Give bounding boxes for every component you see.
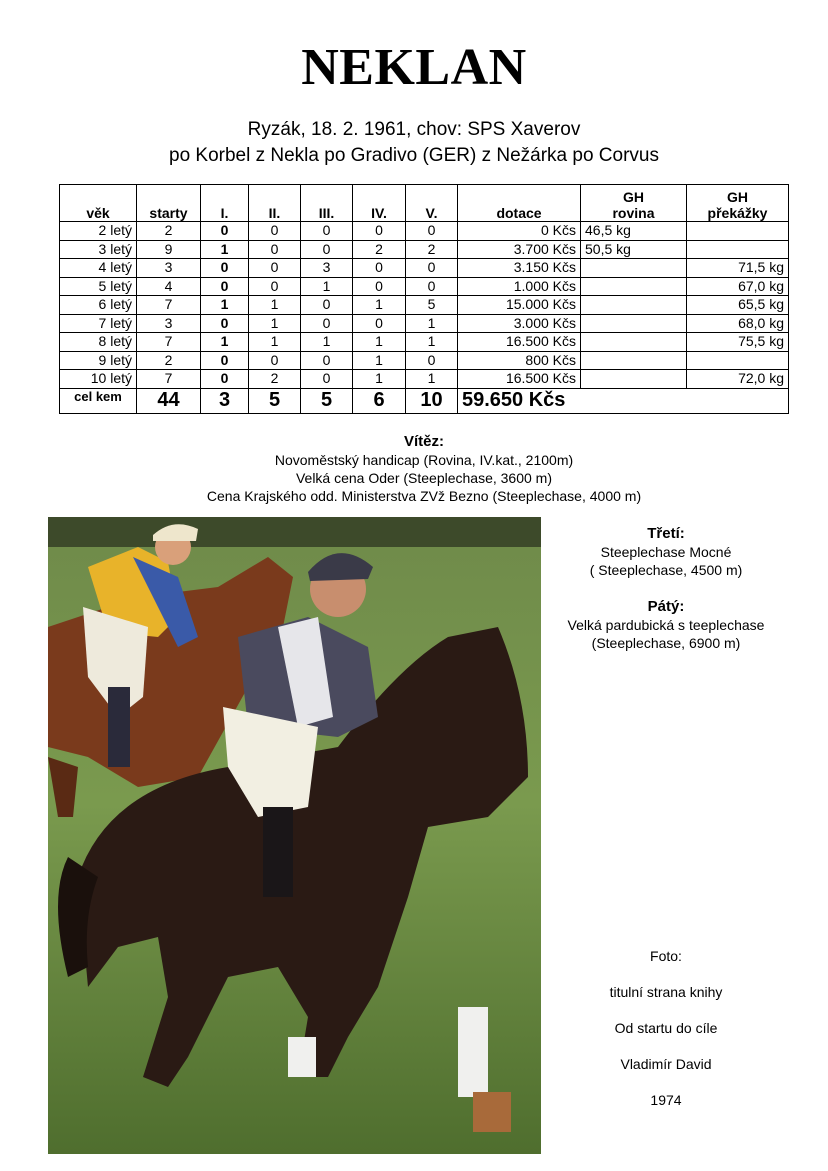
table-cell: 3 [137, 259, 201, 278]
table-cell: 0 [201, 277, 249, 296]
winner-section [0, 433, 828, 505]
credit-line: 1974 [650, 1092, 682, 1108]
table-cell [581, 351, 687, 370]
winner-item: Velká cena Oder (Steeplechase, 3600 m) [295, 470, 553, 486]
table-cell: 67,0 kg [687, 277, 789, 296]
table-cell: 0 [249, 351, 301, 370]
table-cell: 0 [301, 314, 353, 333]
table-cell: 0 [353, 314, 406, 333]
table-row [60, 333, 789, 352]
table-cell: 4 letý [60, 259, 137, 278]
table-cell: 1 [353, 296, 406, 315]
winner-heading: Vítěz: [403, 433, 444, 450]
col-header-line: rovina [612, 205, 655, 221]
table-row [60, 314, 789, 333]
table-cell: 2 [249, 370, 301, 389]
fifth-line: Velká pardubická s teeplechase [567, 617, 765, 633]
total-cell: 44 [137, 388, 201, 413]
table-cell: 1.000 Kčs [458, 277, 581, 296]
table-cell: 0 [301, 296, 353, 315]
table-row [60, 259, 789, 278]
table-cell: 5 letý [60, 277, 137, 296]
winner-item: Novoměstský handicap (Rovina, IV.kat., 2100m) [274, 452, 574, 468]
winner-item: Cena Krajského odd. Ministerstva ZVž Bezno (Steeplechase, 4000 m) [206, 488, 642, 504]
table-cell [581, 277, 687, 296]
table-cell: 1 [353, 370, 406, 389]
table-cell: 1 [249, 314, 301, 333]
table-header-row [60, 185, 789, 222]
table-cell [687, 351, 789, 370]
horse-race-photo [48, 517, 541, 1154]
table-row [60, 296, 789, 315]
credit-line: Od startu do cíle [614, 1020, 718, 1036]
fifth-line: (Steeplechase, 6900 m) [591, 635, 741, 651]
col-header [687, 185, 789, 222]
table-cell [687, 240, 789, 259]
table-cell [581, 296, 687, 315]
table-cell: 1 [201, 333, 249, 352]
total-cell: 59.650 Kčs [458, 388, 789, 413]
photo-credit [548, 938, 784, 1118]
table-cell: 0 [353, 222, 406, 241]
table-cell: 6 letý [60, 296, 137, 315]
third-line: Steeplechase Mocné [600, 544, 732, 560]
table-cell: 4 [137, 277, 201, 296]
table-cell: 16.500 Kčs [458, 333, 581, 352]
table-cell: 75,5 kg [687, 333, 789, 352]
col-header [581, 185, 687, 222]
table-cell: 0 [249, 222, 301, 241]
table-cell: 1 [301, 277, 353, 296]
table-cell: 9 [137, 240, 201, 259]
table-cell: 1 [249, 296, 301, 315]
total-cell: 10 [406, 388, 458, 413]
col-header-line: překážky [707, 205, 768, 221]
table-cell: 46,5 kg [581, 222, 687, 241]
table-cell: 68,0 kg [687, 314, 789, 333]
table-cell: 3 letý [60, 240, 137, 259]
col-header: starty [137, 185, 201, 222]
table-cell: 3.150 Kčs [458, 259, 581, 278]
third-heading: Třetí: [647, 525, 685, 542]
table-cell: 2 [406, 240, 458, 259]
credit-line: Foto: [650, 948, 682, 964]
table-cell: 2 [353, 240, 406, 259]
page-title: NEKLAN [301, 39, 527, 96]
table-cell [581, 333, 687, 352]
total-cell: 5 [301, 388, 353, 413]
third-line: ( Steeplechase, 4500 m) [589, 562, 743, 578]
table-cell: 1 [406, 370, 458, 389]
table-cell: 0 [301, 370, 353, 389]
table-cell: 0 [201, 314, 249, 333]
table-cell: 7 letý [60, 314, 137, 333]
table-cell: 71,5 kg [687, 259, 789, 278]
table-row [60, 240, 789, 259]
table-cell: 0 Kčs [458, 222, 581, 241]
table-cell: 0 [249, 240, 301, 259]
table-cell: 1 [406, 314, 458, 333]
col-header: II. [249, 185, 301, 222]
table-cell: 0 [353, 259, 406, 278]
table-cell: 3 [301, 259, 353, 278]
table-cell: 0 [301, 240, 353, 259]
table-cell: 1 [201, 240, 249, 259]
horse-race-illustration [48, 517, 541, 1154]
credit-line: Vladimír David [620, 1056, 712, 1072]
table-cell: 16.500 Kčs [458, 370, 581, 389]
total-cell: 6 [353, 388, 406, 413]
col-header-line: GH [623, 189, 644, 205]
col-header: III. [301, 185, 353, 222]
table-cell: 50,5 kg [581, 240, 687, 259]
table-cell: 0 [406, 277, 458, 296]
table-cell: 2 letý [60, 222, 137, 241]
table-cell [581, 314, 687, 333]
table-row [60, 351, 789, 370]
table-cell: 0 [201, 370, 249, 389]
fifth-place-section [548, 598, 784, 652]
table-cell: 1 [249, 333, 301, 352]
col-header: I. [201, 185, 249, 222]
table-cell: 5 [406, 296, 458, 315]
table-cell: 1 [201, 296, 249, 315]
credit-line: titulní strana knihy [609, 984, 723, 1000]
table-cell: 8 letý [60, 333, 137, 352]
table-cell: 3.000 Kčs [458, 314, 581, 333]
table-cell: 3 [137, 314, 201, 333]
total-cell: cel kem [60, 388, 137, 413]
table-cell: 10 letý [60, 370, 137, 389]
table-cell: 9 letý [60, 351, 137, 370]
table-total-row [60, 388, 789, 413]
race-stats-table [59, 184, 789, 414]
table-cell: 0 [301, 351, 353, 370]
table-cell: 0 [201, 259, 249, 278]
table-cell: 1 [353, 333, 406, 352]
table-cell: 7 [137, 370, 201, 389]
table-cell: 0 [406, 351, 458, 370]
table-cell: 7 [137, 296, 201, 315]
table-cell: 1 [353, 351, 406, 370]
table-cell: 0 [406, 222, 458, 241]
table-row [60, 222, 789, 241]
col-header: V. [406, 185, 458, 222]
table-cell: 0 [201, 222, 249, 241]
third-place-section [548, 525, 784, 579]
table-cell: 0 [406, 259, 458, 278]
col-header-line: GH [727, 189, 748, 205]
table-cell: 1 [406, 333, 458, 352]
table-cell: 2 [137, 222, 201, 241]
table-cell: 3.700 Kčs [458, 240, 581, 259]
table-cell: 0 [249, 259, 301, 278]
total-cell: 5 [249, 388, 301, 413]
fifth-heading: Pátý: [647, 598, 685, 615]
table-cell: 800 Kčs [458, 351, 581, 370]
col-header: věk [60, 185, 137, 222]
horse-info: Ryzák, 18. 2. 1961, chov: SPS Xaverov [247, 119, 581, 140]
table-cell: 0 [201, 351, 249, 370]
table-cell: 7 [137, 333, 201, 352]
table-row [60, 277, 789, 296]
col-header: dotace [458, 185, 581, 222]
table-cell: 2 [137, 351, 201, 370]
table-cell: 65,5 kg [687, 296, 789, 315]
table-cell: 15.000 Kčs [458, 296, 581, 315]
table-cell [581, 259, 687, 278]
table-cell: 0 [249, 277, 301, 296]
table-cell: 0 [301, 222, 353, 241]
pedigree: po Korbel z Nekla po Gradivo (GER) z Nežárka po Corvus [169, 145, 659, 166]
table-row [60, 370, 789, 389]
table-cell: 72,0 kg [687, 370, 789, 389]
table-cell [581, 370, 687, 389]
table-cell: 0 [353, 277, 406, 296]
col-header: IV. [353, 185, 406, 222]
table-cell [687, 222, 789, 241]
total-cell: 3 [201, 388, 249, 413]
table-cell: 1 [301, 333, 353, 352]
